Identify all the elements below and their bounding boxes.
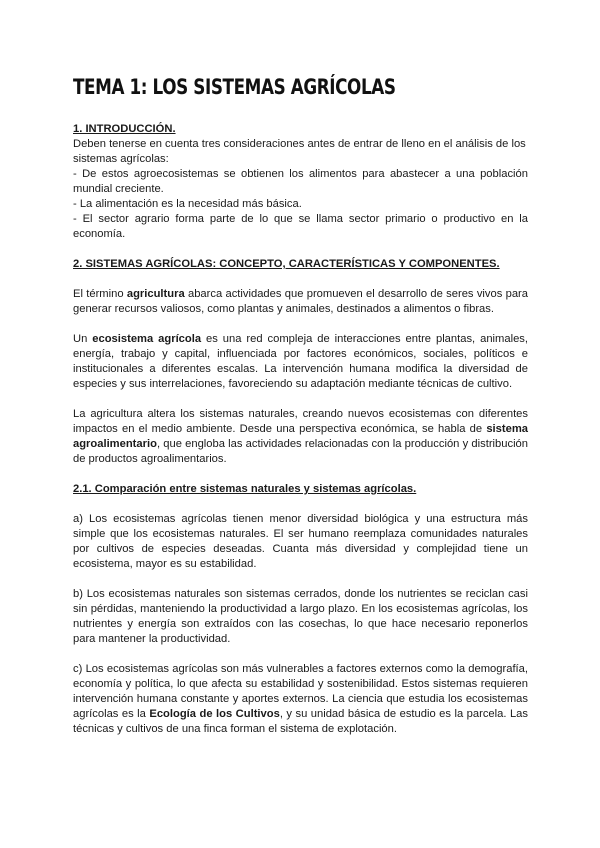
section-1-intro: Deben tenerse en cuenta tres consideraciones antes de entrar de lleno en el análisis de los sistemas agrícolas:	[73, 138, 526, 165]
section-2-paragraph-2: Un ecosistema agrícola es una red compleja de interacciones entre plantas, animales, energía, trabajo y capital, influenciada por factores económicos, sociales, políticos e institucionales a diferentes escalas. La intervención humana modifica la diversidad de especies y sus interrelaciones, favoreciendo su adaptación mediante técnicas de cultivo.	[73, 333, 528, 390]
term-ecologia-cultivos: Ecología de los Cultivos	[149, 708, 280, 720]
section-2-paragraph-3: La agricultura altera los sistemas naturales, creando nuevos ecosistemas con diferentes impactos en el medio ambiente. Desde una perspectiva económica, se habla de sistema agroalimentario, que engloba las actividades relacionadas con la producción y distribución de productos agroalimentarios.	[73, 408, 528, 465]
term-sistema-agroalimentario: sistema agroalimentario	[73, 423, 528, 450]
section-1-bullet-1: - De estos agroecosistemas se obtienen los alimentos para abastecer a una población mundial creciente.	[73, 168, 528, 195]
section-1-bullet-3: - El sector agrario forma parte de lo que se llama sector primario o productivo en la economía.	[73, 213, 528, 240]
comparison-paragraph-c: c) Los ecosistemas agrícolas son más vulnerables a factores externos como la demografía, economía y política, lo que afecta su estabilidad y sostenibilidad. Estos sistemas requieren intervención humana constante y aportes externos. La ciencia que estudia los ecosistemas agrícolas es la Ecología de los Cultivos, y su unidad básica de estudio es la parcela. Las técnicas y cultivos de una finca forman el sistema de explotación.	[73, 663, 528, 735]
section-2-heading: 2. SISTEMAS AGRÍCOLAS: CONCEPTO, CARACTERÍSTICAS Y COMPONENTES.	[73, 258, 500, 270]
section-2-1-heading: 2.1. Comparación entre sistemas naturales y sistemas agrícolas.	[73, 483, 417, 495]
document-title: TEMA 1: LOS SISTEMAS AGRÍCOLAS	[73, 75, 396, 99]
document-page	[73, 72, 528, 737]
section-2-paragraph-1: El término agricultura abarca actividades que promueven el desarrollo de seres vivos para generar recursos valiosos, como plantas y animales, destinados a alimentos o fibras.	[73, 288, 528, 315]
term-agricultura: agricultura	[126, 288, 185, 300]
comparison-paragraph-a: a) Los ecosistemas agrícolas tienen menor diversidad biológica y una estructura más simple que los ecosistemas naturales. El ser humano reemplaza comunidades naturales por cultivos de especies deseadas. Cuanta más diversidad y complejidad tiene un ecosistema, mayor es su estabilidad.	[73, 513, 528, 570]
term-ecosistema-agricola: ecosistema agrícola	[92, 333, 202, 345]
section-1-heading: 1. INTRODUCCIÓN.	[73, 123, 176, 135]
section-1-bullet-2: - La alimentación es la necesidad más básica.	[73, 198, 302, 210]
comparison-paragraph-b: b) Los ecosistemas naturales son sistemas cerrados, donde los nutrientes se reciclan casi sin pérdidas, manteniendo la productividad a largo plazo. En los ecosistemas agrícolas, los nutrientes y energía son extraídos con las cosechas, lo que hace necesario reponerlos para mantener la productividad.	[73, 588, 528, 645]
